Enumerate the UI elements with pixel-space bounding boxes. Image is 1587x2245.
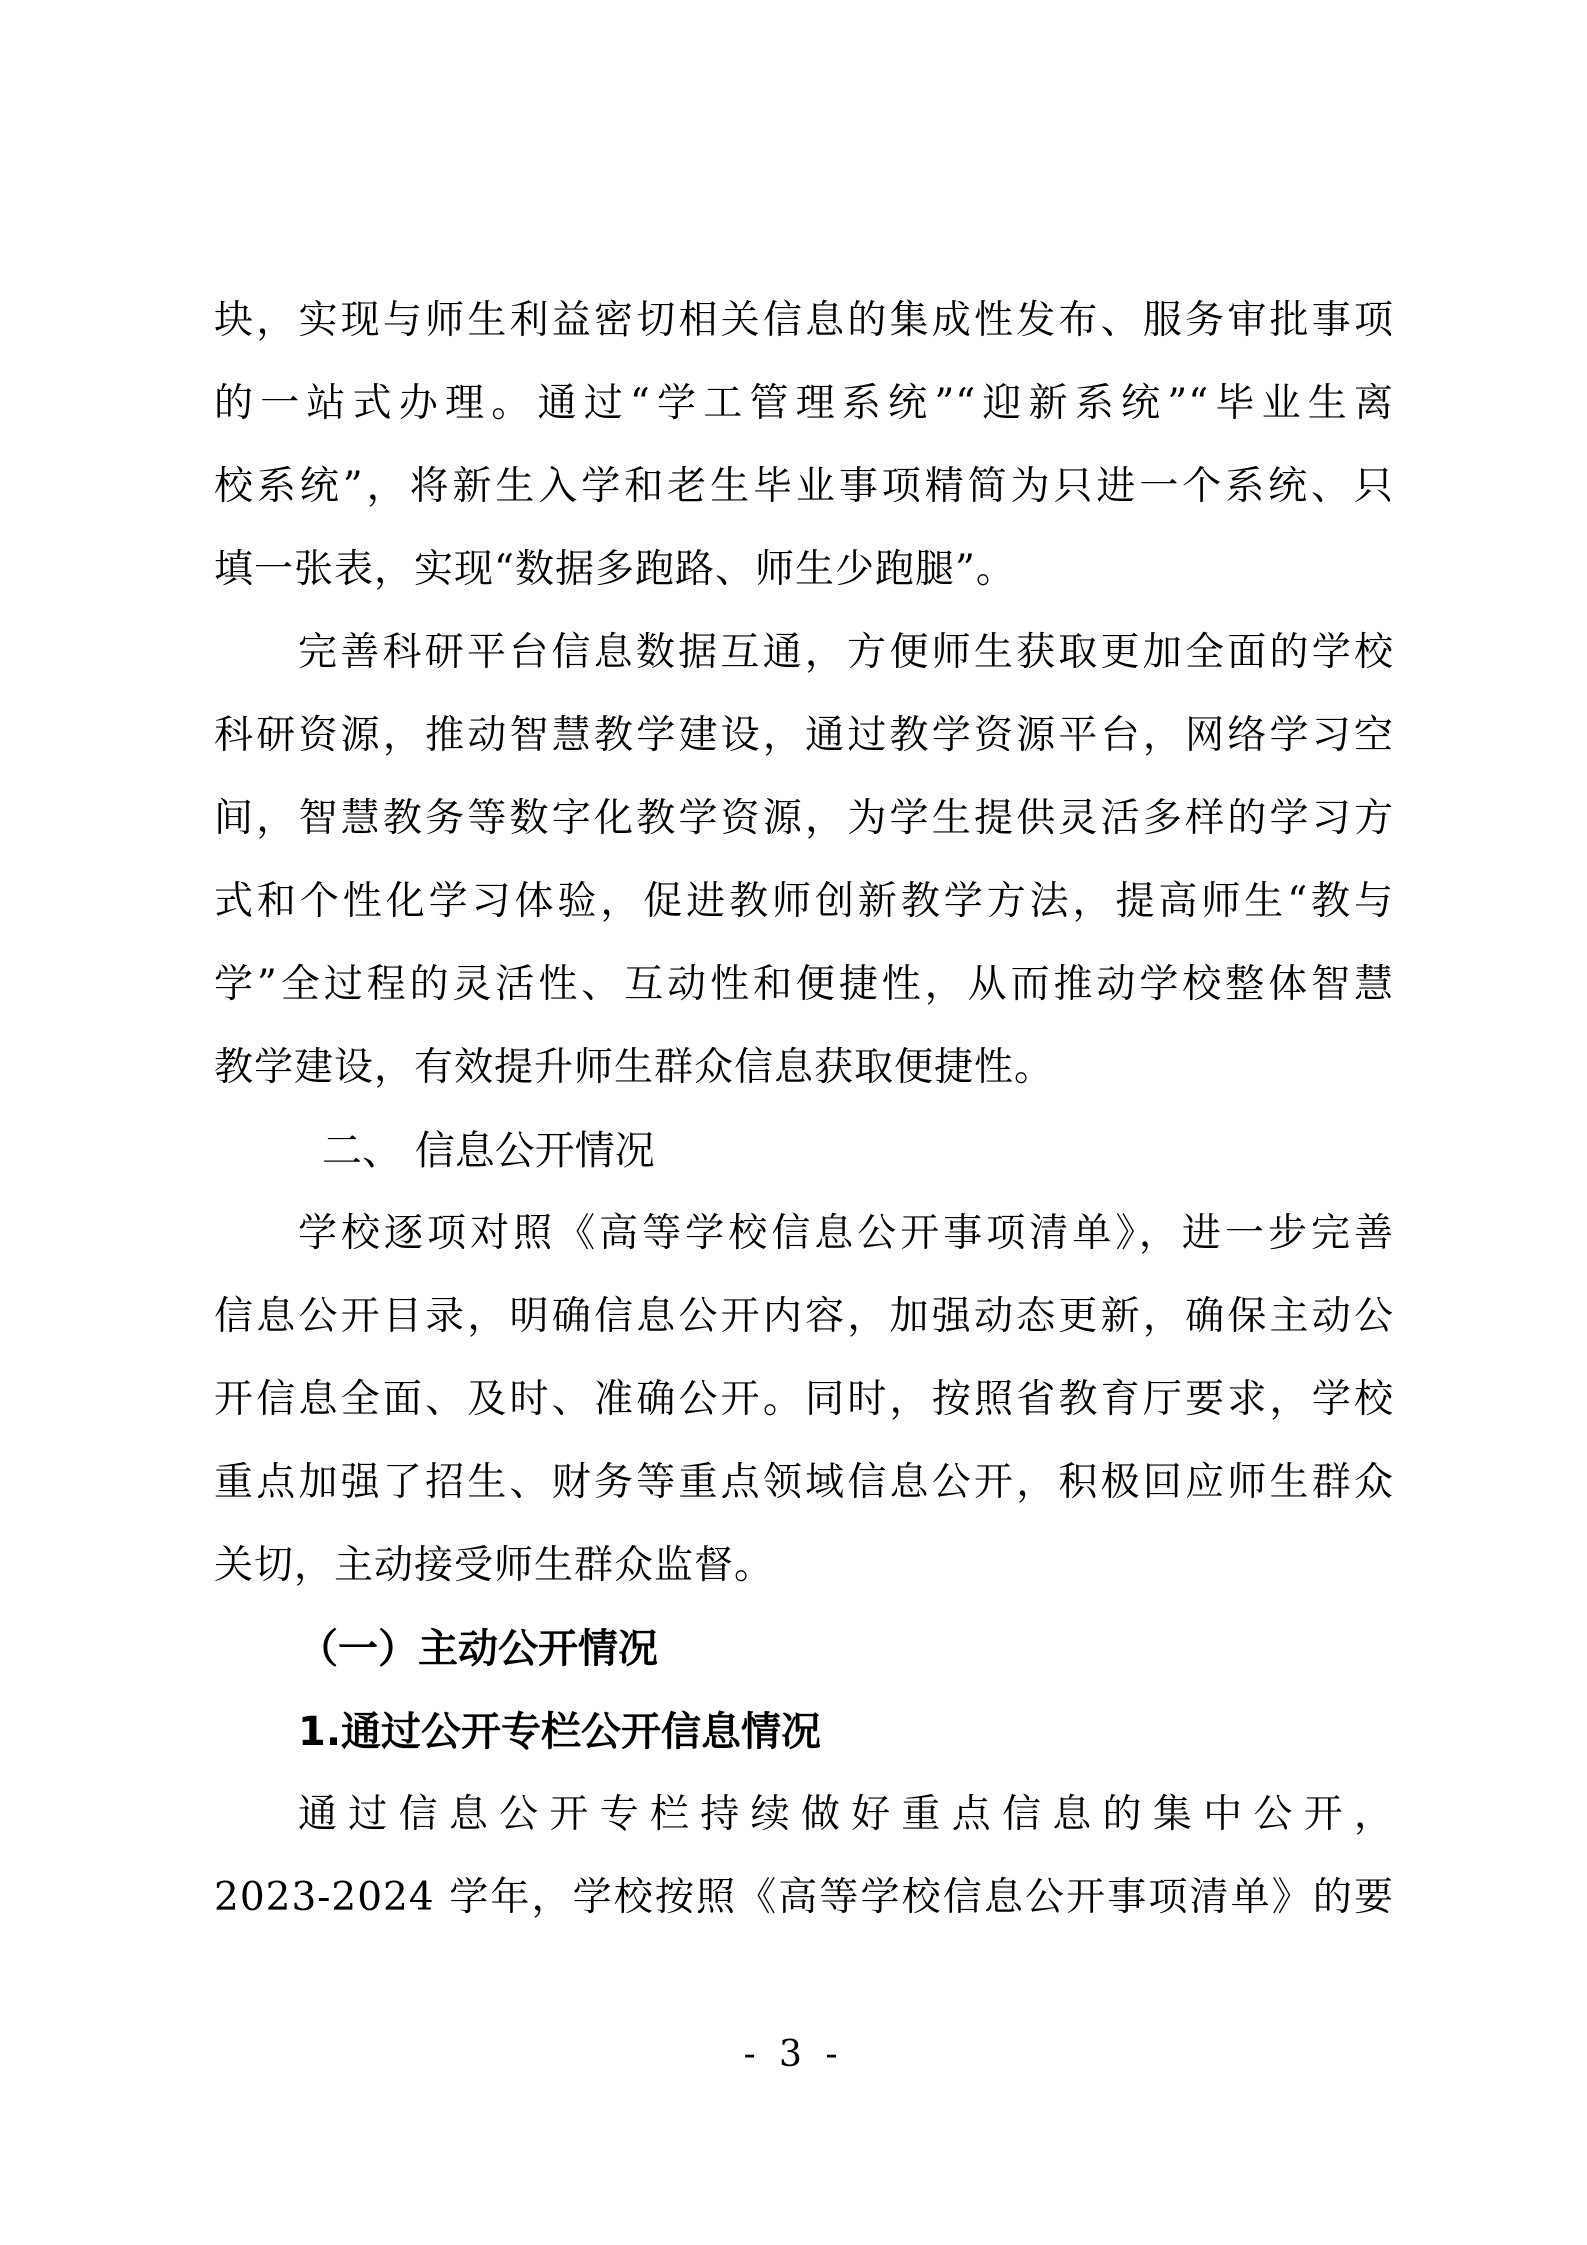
page-number: - 3 - [743, 2034, 844, 2075]
paragraph-1-line-2: 的一站式办理。通过“学工管理系统”“迎新系统”“毕业生离 [214, 381, 1394, 426]
paragraph-2-line-6: 教学建设，有效提升师生群众信息获取便捷性。 [214, 1045, 1055, 1090]
paragraph-2-line-3: 间，智慧教务等数字化教学资源，为学生提供灵活多样的学习方 [214, 796, 1394, 841]
paragraph-2-line-5: 学”全过程的灵活性、互动性和便捷性，从而推动学校整体智慧 [214, 962, 1394, 1007]
paragraph-2-line-2: 科研资源，推动智慧教学建设，通过教学资源平台，网络学习空 [214, 713, 1394, 758]
paragraph-3-line-4: 重点加强了招生、财务等重点领域信息公开，积极回应师生群众 [214, 1460, 1394, 1505]
paragraph-4-line-1: 通过信息公开专栏持续做好重点信息的集中公开， [298, 1792, 1394, 1837]
section-heading: 二、 信息公开情况 [322, 1128, 655, 1174]
paragraph-3-line-2: 信息公开目录，明确信息公开内容，加强动态更新，确保主动公 [214, 1294, 1394, 1339]
paragraph-3-line-3: 开信息全面、及时、准确公开。同时，按照省教育厅要求，学校 [214, 1377, 1394, 1422]
paragraph-2-line-1: 完善科研平台信息数据互通，方便师生获取更加全面的学校 [298, 630, 1394, 675]
paragraph-3-line-1: 学校逐项对照《高等学校信息公开事项清单》，进一步完善 [298, 1211, 1394, 1256]
subsection-heading: （一）主动公开情况 [298, 1626, 658, 1672]
paragraph-3-line-5: 关切，主动接受师生群众监督。 [214, 1543, 775, 1588]
paragraph-1-line-4: 填一张表，实现“数据多跑路、师生少跑腿”。 [214, 547, 1016, 592]
item-heading: 1.通过公开专栏公开信息情况 [298, 1709, 822, 1755]
paragraph-2-line-4: 式和个性化学习体验，促进教师创新教学方法，提高师生“教与 [214, 879, 1394, 924]
paragraph-1-line-3: 校系统”，将新生入学和老生毕业事项精简为只进一个系统、只 [214, 464, 1394, 509]
paragraph-4-line-2: 2023-2024 学年，学校按照《高等学校信息公开事项清单》的要 [214, 1875, 1394, 1920]
paragraph-1-line-1: 块，实现与师生利益密切相关信息的集成性发布、服务审批事项 [214, 298, 1394, 343]
